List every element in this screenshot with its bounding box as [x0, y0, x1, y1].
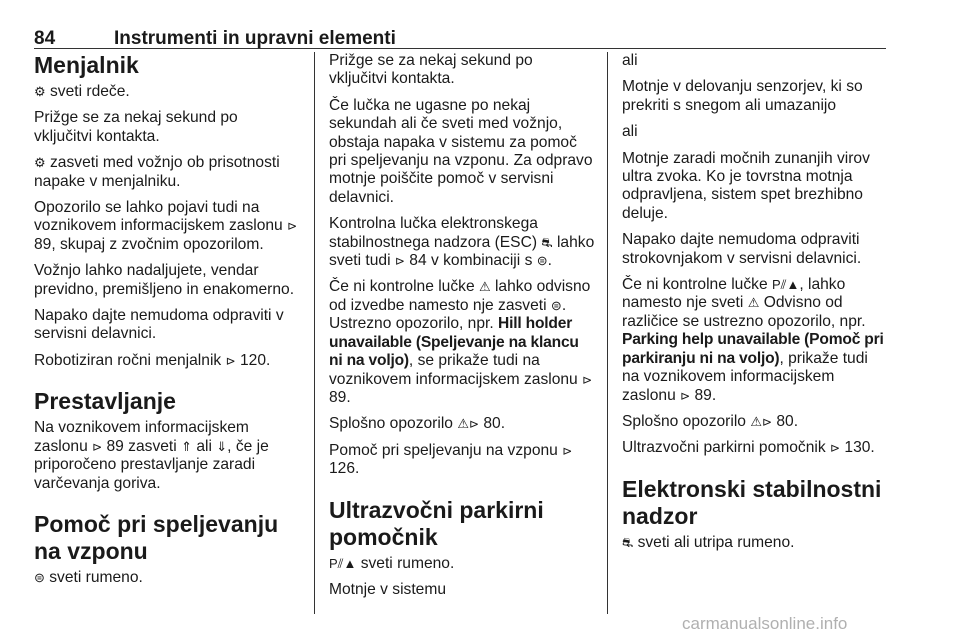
- heading-ultrazvocni: Ultrazvočni parkirni pomočnik: [329, 496, 544, 550]
- warning-icon: ⚠: [457, 416, 469, 432]
- warning-message: Hill holder unavailable (Speljevanje na klancu ni na voljo): [329, 315, 579, 370]
- warning-message: Parking help unavailable (Pomoč pri parkiranju ni na voljo): [622, 331, 884, 367]
- paragraph: P⫽▲ sveti rumeno.: [329, 554, 455, 572]
- page-ref-icon: ⊳: [468, 417, 480, 432]
- page-number: 84: [34, 28, 56, 49]
- paragraph: Splošno opozorilo ⚠⊳ 80.: [622, 412, 799, 430]
- paragraph: Motnje v delovanju senzorjev, ki so prekriti s snegom ali umazanijo: [622, 78, 863, 114]
- paragraph: Prižge se za nekaj sekund po vključitvi kontakta.: [329, 52, 533, 88]
- paragraph: Motnje zaradi močnih zunanjih virov ultra zvoka. Ko je tovrstna motnja odpravljena, sistem spet brezhibno deluje.: [622, 149, 870, 222]
- warning-icon: ⚠: [750, 413, 762, 429]
- paragraph: Splošno opozorilo ⚠⊳ 80.: [329, 415, 506, 433]
- column-divider: [314, 52, 315, 614]
- paragraph: Pomoč pri speljevanju na vzponu ⊳ 126.: [329, 441, 573, 478]
- warning-icon: ⚠: [747, 295, 760, 311]
- hill-hold-icon: ⊜: [536, 253, 548, 269]
- paragraph: Napako dajte nemudoma odpraviti strokovnjakom v servisni delavnici.: [622, 231, 862, 267]
- watermark: carmanualsonline.info: [682, 614, 848, 633]
- column-divider: [607, 52, 608, 614]
- page-ref-icon: ⊳: [92, 439, 103, 454]
- esc-icon: ⛐: [622, 534, 634, 550]
- column-2: [329, 52, 595, 607]
- page-ref-icon: ⊳: [582, 372, 593, 387]
- parking-assist-icon: P⫽▲: [771, 277, 800, 293]
- esc-icon: ⛐: [541, 234, 553, 250]
- page-ref-icon: ⊳: [680, 388, 691, 403]
- paragraph: Kontrolna lučka elektronskega stabilnostnega nadzora (ESC) ⛐ lahko sveti tudi ⊳ 84 v kombinaciji s ⊜.: [329, 215, 595, 270]
- paragraph: Na voznikovem informacijskem zaslonu ⊳ 89 zasveti ⇑ ali ⇓, če je priporočeno prestavljanje zaradi varčevanja goriva.: [34, 419, 269, 492]
- paragraph: ⚙ sveti rdeče.: [34, 83, 130, 100]
- heading-menjalnik: Menjalnik: [34, 52, 139, 78]
- paragraph: Če ni kontrolne lučke ⚠ lahko odvisno od izvedbe namesto nje zasveti ⊜. Ustrezno opozorilo, npr. Hill holder unavailable (Speljevanje na klancu ni na voljo), se prikaže tudi na voznikovem informacijskem zaslonu ⊳ 89.: [329, 278, 593, 406]
- paragraph: Če lučka ne ugasne po nekaj sekundah ali če sveti med vožnjo, obstaja napaka v sistemu za pomoč pri speljevanju na vzponu. Za odpravo motnje poiščite pomoč v servisni delavnici.: [329, 96, 593, 206]
- paragraph: ⛐ sveti ali utripa rumeno.: [622, 533, 795, 551]
- warning-icon: ⚠: [478, 279, 491, 295]
- parking-assist-icon: P⫽▲: [329, 555, 357, 571]
- column-1: [34, 52, 300, 595]
- paragraph: Vožnjo lahko nadaljujete, vendar previdno, premišljeno in enakomerno.: [34, 262, 295, 298]
- page-header: [34, 26, 886, 49]
- paragraph: Robotiziran ročni menjalnik ⊳ 120.: [34, 351, 271, 369]
- page-ref-icon: ⊳: [225, 353, 236, 368]
- heading-prestavljanje: Prestavljanje: [34, 388, 176, 415]
- hill-hold-icon: ⊜: [550, 297, 562, 313]
- column-3: [622, 52, 888, 560]
- page-ref-icon: ⊳: [287, 219, 298, 234]
- page-ref-icon: ⊳: [394, 254, 405, 269]
- heading-pomoc-vzpon: Pomoč pri speljevanju na vzponu: [34, 510, 279, 564]
- paragraph: ⚙ zasveti med vožnjo ob prisotnosti napake v menjalniku.: [34, 154, 280, 190]
- page-ref-icon: ⊳: [830, 441, 841, 456]
- page-title: Instrumenti in upravni elementi: [114, 28, 396, 49]
- paragraph: ⊜ sveti rumeno.: [34, 568, 143, 586]
- hill-hold-icon: ⊜: [34, 569, 45, 585]
- paragraph: Napako dajte nemudoma odpraviti v servisni delavnici.: [34, 307, 284, 343]
- gear-icon: ⚙: [34, 155, 46, 171]
- page-ref-icon: ⊳: [761, 414, 773, 429]
- paragraph: ali: [622, 52, 638, 69]
- shift-down-icon: ⇓: [216, 438, 228, 454]
- paragraph: ali: [622, 123, 638, 141]
- paragraph: Ultrazvočni parkirni pomočnik ⊳ 130.: [622, 439, 875, 457]
- paragraph: Motnje v sistemu: [329, 580, 446, 598]
- shift-up-icon: ⇑: [181, 438, 192, 454]
- paragraph: Če ni kontrolne lučke P⫽▲, lahko namesto nje sveti ⚠ Odvisno od različice se ustrezno opozorilo, npr. Parking help unavailable (Pomoč pri parkiranju ni na voljo), prikaže tudi na voznikovem informacijskem zaslonu ⊳ 89.: [622, 276, 884, 404]
- paragraph: Prižge se za nekaj sekund po vključitvi kontakta.: [34, 109, 238, 145]
- page-ref-icon: ⊳: [562, 443, 573, 458]
- gear-icon: ⚙: [34, 84, 46, 99]
- paragraph: Opozorilo se lahko pojavi tudi na voznikovem informacijskem zaslonu ⊳ 89, skupaj z zvočnim opozorilom.: [34, 199, 298, 253]
- heading-esc: Elektronski stabilnostni nadzor: [622, 475, 882, 529]
